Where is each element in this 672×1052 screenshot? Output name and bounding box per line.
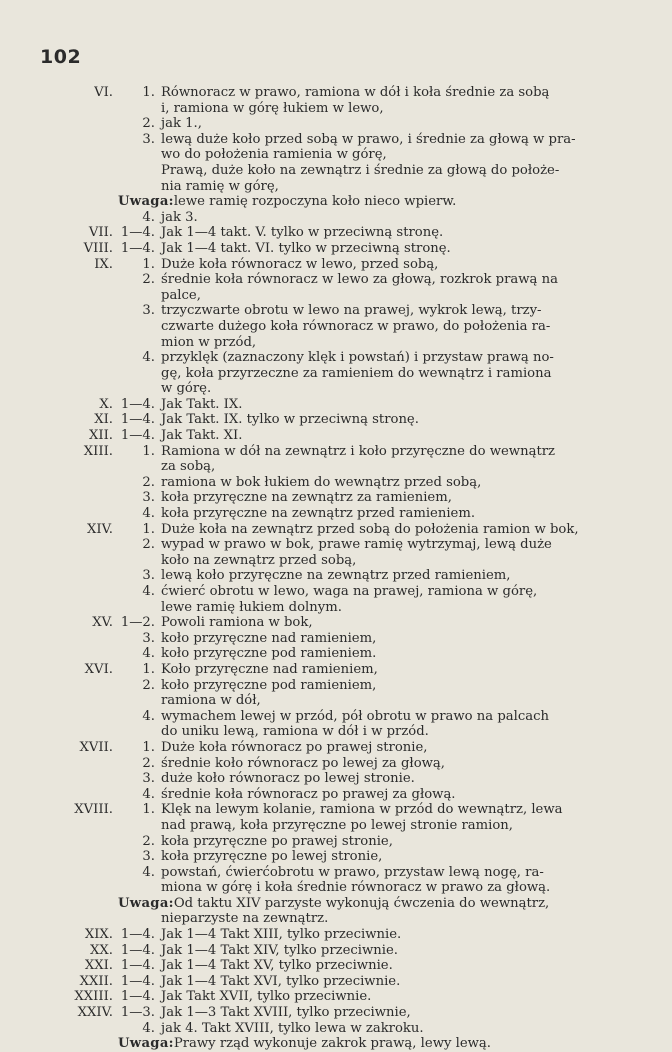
count-number: 1—2. — [120, 615, 155, 631]
instruction-text: palce, — [161, 287, 201, 303]
count-number: 1—4. — [120, 412, 155, 428]
count-number: 2. — [142, 116, 155, 132]
bar-number — [70, 631, 113, 647]
count-number: 1—3. — [120, 1005, 155, 1021]
bar-number — [70, 475, 113, 491]
text-line — [70, 303, 610, 319]
count-number — [113, 880, 161, 896]
text-line — [70, 834, 610, 850]
instruction-text: Prawą, duże koło na zewnątrz i średnie za głową do położe- — [161, 162, 560, 178]
instruction-text: Jak Takt. IX. tylko w przeciwną stronę. — [161, 412, 419, 428]
bar-number: XVI. — [84, 661, 113, 677]
bar-number — [70, 693, 113, 709]
text-line — [70, 163, 610, 179]
instruction-text: gę, koła przyrzeczne za ramieniem do wewnątrz i ramiona — [161, 365, 552, 381]
bar-number — [70, 865, 113, 881]
bar-number — [70, 834, 113, 850]
text-line — [70, 366, 610, 382]
instruction-text: średnie koła równoracz w lewo za głową, rozkrok prawą na — [161, 272, 558, 288]
instruction-text: jak 1., — [161, 116, 202, 132]
text-line — [70, 475, 610, 491]
bar-number: XVIII. — [74, 802, 113, 818]
bar-number — [70, 818, 113, 834]
count-number — [113, 818, 161, 834]
bar-number — [70, 771, 113, 787]
bar-number: X. — [99, 396, 113, 412]
bar-number — [70, 756, 113, 772]
bar-number: XII. — [89, 428, 113, 444]
count-number — [113, 335, 161, 351]
text-line — [70, 85, 610, 101]
instruction-text: jak 3. — [161, 209, 198, 225]
instruction-text: lewą koło przyręczne na zewnątrz przed ramieniem, — [161, 568, 511, 584]
text-line — [70, 865, 610, 881]
text-line — [70, 678, 610, 694]
instruction-text: koła przyręczne na zewnątrz przed ramieniem. — [161, 506, 476, 522]
instruction-text: Jak Takt. XI. — [161, 428, 243, 444]
note-line — [70, 896, 610, 912]
count-number: 1—4. — [120, 396, 155, 412]
count-number: 4. — [142, 864, 155, 880]
bar-number: XI. — [94, 412, 113, 428]
instruction-text: Jak 1—4 Takt XIII, tylko przeciwnie. — [161, 927, 402, 943]
instruction-text: do uniku lewą, ramiona w dół i w przód. — [161, 724, 429, 740]
text-line — [70, 880, 610, 896]
text-line — [70, 849, 610, 865]
count-number: 4. — [142, 209, 155, 225]
bar-number — [70, 646, 113, 662]
count-number: 2. — [142, 677, 155, 693]
bar-number: VII. — [88, 225, 113, 241]
count-number — [113, 319, 161, 335]
bar-number — [70, 319, 113, 335]
count-number: 4. — [142, 1020, 155, 1036]
instruction-text: Jak Takt. IX. — [161, 396, 243, 412]
bar-number — [70, 709, 113, 725]
instruction-text: Jak 1—4 takt. VI. tylko w przeciwną stronę. — [161, 240, 451, 256]
count-number — [113, 600, 161, 616]
text-line — [70, 756, 610, 772]
instruction-text: Koło przyręczne nad ramieniem, — [161, 661, 378, 677]
count-number: 4. — [142, 646, 155, 662]
count-number: 4. — [142, 506, 155, 522]
bar-number — [70, 163, 113, 179]
text-line — [70, 428, 610, 444]
bar-number: VIII. — [83, 240, 113, 256]
bar-number: XIX. — [84, 927, 113, 943]
count-number: 1—4. — [120, 428, 155, 444]
count-number: 1—4. — [120, 973, 155, 989]
count-number: 1—4. — [120, 958, 155, 974]
note-text: Prawy rząd wykonuje zakrok prawą, lewy lewą. — [173, 1036, 491, 1052]
text-line — [70, 740, 610, 756]
instruction-text: koła przyręczne po lewej stronie, — [161, 849, 383, 865]
bar-number — [70, 381, 113, 397]
bar-number — [70, 350, 113, 366]
bar-number — [70, 787, 113, 803]
instruction-text: przyklęk (zaznaczony klęk i powstań) i przystaw prawą no- — [161, 350, 554, 366]
count-number: 1. — [142, 256, 155, 272]
text-line — [70, 911, 610, 927]
instruction-text: mion w przód, — [161, 334, 257, 350]
count-number: 4. — [142, 350, 155, 366]
text-line — [70, 1021, 610, 1037]
bar-number: XV. — [92, 615, 113, 631]
note-line — [70, 1036, 610, 1052]
count-number: 3. — [142, 490, 155, 506]
instruction-text: lewą duże koło przed sobą w prawo, i średnie za głową w pra- — [161, 131, 576, 147]
text-line — [70, 319, 610, 335]
bar-number — [70, 553, 113, 569]
bar-number — [70, 568, 113, 584]
instruction-text: ramiona w bok łukiem do wewnątrz przed sobą, — [161, 474, 482, 490]
instruction-text: koła przyręczne na zewnątrz za ramieniem, — [161, 490, 452, 506]
count-number — [113, 366, 161, 382]
count-number: 1. — [142, 802, 155, 818]
text-line — [70, 506, 610, 522]
instruction-text: Jak 1—4 Takt XVI, tylko przeciwnie. — [161, 973, 401, 989]
text-line — [70, 974, 610, 990]
bar-number: XX. — [90, 942, 113, 958]
instruction-text: jak 4. Takt XVIII, tylko lewa w zakroku. — [161, 1020, 424, 1036]
count-number: 2. — [142, 272, 155, 288]
bar-number — [70, 490, 113, 506]
count-number: 1. — [142, 85, 155, 100]
instruction-text: za sobą, — [161, 459, 216, 475]
text-line — [70, 568, 610, 584]
instruction-text: nad prawą, koła przyręczne po lewej stronie ramion, — [161, 817, 513, 833]
text-line — [70, 272, 610, 288]
bar-number — [70, 179, 113, 195]
count-number: 4. — [142, 786, 155, 802]
bar-number — [70, 880, 113, 896]
text-line — [70, 693, 610, 709]
text-line — [70, 553, 610, 569]
bar-number: XIII. — [83, 443, 113, 459]
instruction-text: koło przyręczne nad ramieniem, — [161, 630, 377, 646]
bar-number — [70, 537, 113, 553]
instruction-text: wo do położenia ramienia w górę, — [161, 147, 387, 163]
text-line — [70, 459, 610, 475]
instruction-text: czwarte dużego koła równoracz w prawo, do położenia ra- — [161, 318, 551, 334]
instruction-text: duże koło równoracz po lewej stronie. — [161, 771, 415, 787]
bar-number: XXI. — [84, 958, 113, 974]
count-number — [113, 381, 161, 397]
text-line — [70, 584, 610, 600]
bar-number — [70, 678, 113, 694]
text-line — [70, 600, 610, 616]
note-line — [70, 194, 610, 210]
instruction-text: Ramiona w dół na zewnątrz i koło przyręczne do wewnątrz — [161, 443, 556, 459]
count-number: 1. — [142, 661, 155, 677]
bar-number — [70, 459, 113, 475]
text-line — [70, 412, 610, 428]
text-line — [70, 116, 610, 132]
count-number — [113, 553, 161, 569]
bar-number: VI. — [94, 85, 113, 100]
text-line — [70, 818, 610, 834]
bar-number — [70, 272, 113, 288]
bar-number — [70, 210, 113, 226]
instruction-text: Duże koła równoracz po prawej stronie, — [161, 739, 428, 755]
bar-number — [70, 116, 113, 132]
count-number: 2. — [142, 537, 155, 553]
text-line — [70, 179, 610, 195]
instruction-text: Powoli ramiona w bok, — [161, 615, 313, 631]
count-number: 2. — [142, 833, 155, 849]
count-number — [113, 911, 161, 927]
instruction-text: nia ramię w górę, — [161, 178, 279, 194]
instruction-text: Duże koła równoracz w lewo, przed sobą, — [161, 256, 439, 272]
count-number — [113, 179, 161, 195]
bar-number — [70, 335, 113, 351]
page-content — [70, 85, 610, 1052]
instruction-text: Jak 1—4 takt. V. tylko w przeciwną stronę. — [161, 225, 444, 241]
bar-number — [70, 147, 113, 163]
bar-number — [70, 600, 113, 616]
count-number: 1—4. — [120, 240, 155, 256]
count-number: 4. — [142, 584, 155, 599]
text-line — [70, 381, 610, 397]
count-number: 1—4. — [120, 989, 155, 1005]
text-line — [70, 335, 610, 351]
count-number — [113, 724, 161, 740]
text-line — [70, 787, 610, 803]
count-number: 3. — [142, 630, 155, 646]
instruction-text: Klęk na lewym kolanie, ramiona w przód do wewnątrz, lewa — [161, 802, 563, 818]
count-number — [113, 693, 161, 709]
count-number: 1—4. — [120, 225, 155, 241]
text-line — [70, 241, 610, 257]
count-number: 1. — [142, 521, 155, 537]
bar-number: XXII. — [79, 973, 113, 989]
text-line — [70, 257, 610, 273]
bar-number — [70, 132, 113, 148]
note-text: Od taktu XIV parzyste wykonują ćwczenia do wewnątrz, — [173, 895, 550, 911]
text-line — [70, 522, 610, 538]
text-line — [70, 724, 610, 740]
count-number: 2. — [142, 755, 155, 771]
bar-number — [70, 366, 113, 382]
text-line — [70, 210, 610, 226]
note-label: Uwaga: — [118, 895, 174, 911]
instruction-text: Jak 1—4 Takt XV, tylko przeciwnie. — [161, 958, 393, 974]
instruction-text: trzyczwarte obrotu w lewo na prawej, wykrok lewą, trzy- — [161, 303, 542, 319]
instruction-text: wypad w prawo w bok, prawe ramię wytrzymaj, lewą duże — [161, 537, 552, 553]
bar-number — [70, 584, 113, 600]
count-number — [113, 288, 161, 304]
text-line — [70, 709, 610, 725]
count-number: 2. — [142, 474, 155, 490]
text-line — [70, 615, 610, 631]
count-number: 1—4. — [120, 942, 155, 958]
count-number: 1—4. — [120, 927, 155, 943]
bar-number — [70, 101, 113, 117]
instruction-text: i, ramiona w górę łukiem w lewo, — [161, 100, 384, 116]
instruction-text: nieparzyste na zewnątrz. — [161, 911, 329, 927]
text-line — [70, 958, 610, 974]
text-line — [70, 132, 610, 148]
instruction-text: Jak 1—4 Takt XIV, tylko przeciwnie. — [161, 942, 398, 958]
instruction-text: ćwierć obrotu w lewo, waga na prawej, ramiona w górę, — [161, 584, 538, 599]
count-number: 3. — [142, 131, 155, 147]
instruction-text: powstań, ćwierćobrotu w prawo, przystaw lewą nogę, ra- — [161, 864, 544, 880]
bar-number — [70, 288, 113, 304]
bar-number — [70, 911, 113, 927]
bar-number: XXIV. — [77, 1005, 113, 1021]
text-line — [70, 771, 610, 787]
instruction-text: średnie koło równoracz po lewej za głową, — [161, 755, 445, 771]
bar-number: IX. — [94, 256, 113, 272]
count-number — [113, 163, 161, 179]
count-number: 3. — [142, 303, 155, 319]
text-line — [70, 646, 610, 662]
instruction-text: średnie koła równoracz po prawej za głową. — [161, 786, 456, 802]
bar-number: XVII. — [79, 739, 113, 755]
bar-number — [70, 506, 113, 522]
count-number: 3. — [142, 771, 155, 787]
note-label: Uwaga: — [118, 194, 174, 210]
text-line — [70, 147, 610, 163]
count-number: 4. — [142, 708, 155, 724]
count-number — [113, 459, 161, 475]
count-number: 3. — [142, 568, 155, 584]
bar-number — [70, 724, 113, 740]
text-line — [70, 288, 610, 304]
note-text: lewe ramię rozpoczyna koło nieco wpierw. — [173, 194, 457, 210]
count-number: 1. — [142, 443, 155, 459]
text-line — [70, 662, 610, 678]
text-line — [70, 225, 610, 241]
instruction-text: Równoracz w prawo, ramiona w dół i koła średnie za sobą — [161, 85, 550, 100]
text-line — [70, 350, 610, 366]
text-line — [70, 631, 610, 647]
text-line — [70, 802, 610, 818]
instruction-text: lewe ramię łukiem dolnym. — [161, 599, 342, 615]
text-line — [70, 1005, 610, 1021]
text-line — [70, 397, 610, 413]
count-number — [113, 147, 161, 163]
instruction-text: ramiona w dół, — [161, 693, 261, 709]
instruction-text: koło przyręczne pod ramieniem. — [161, 646, 377, 662]
bar-number — [70, 849, 113, 865]
text-line — [70, 101, 610, 117]
instruction-text: Jak 1—3 Takt XVIII, tylko przeciwnie, — [161, 1005, 411, 1021]
text-line — [70, 537, 610, 553]
page-number: 102 — [40, 46, 82, 68]
instruction-text: miona w górę i koła średnie równoracz w prawo za głową. — [161, 880, 551, 896]
count-number — [113, 101, 161, 117]
bar-number — [70, 1021, 113, 1037]
bar-number: XXIII. — [74, 989, 113, 1005]
instruction-text: Jak Takt XVII, tylko przeciwnie. — [161, 989, 372, 1005]
text-line — [70, 989, 610, 1005]
bar-number: XIV. — [86, 521, 113, 537]
bar-number — [70, 303, 113, 319]
text-line — [70, 490, 610, 506]
count-number: 1. — [142, 739, 155, 755]
text-line — [70, 927, 610, 943]
text-line — [70, 444, 610, 460]
instruction-text: koło przyręczne pod ramieniem, — [161, 677, 377, 693]
instruction-text: w górę. — [161, 381, 212, 397]
count-number: 3. — [142, 849, 155, 865]
text-line — [70, 943, 610, 959]
instruction-text: koło na zewnątrz przed sobą, — [161, 552, 357, 568]
instruction-text: Duże koła na zewnątrz przed sobą do położenia ramion w bok, — [161, 521, 579, 537]
note-label: Uwaga: — [118, 1036, 174, 1052]
instruction-text: wymachem lewej w przód, pół obrotu w prawo na palcach — [161, 708, 549, 724]
instruction-text: koła przyręczne po prawej stronie, — [161, 833, 393, 849]
